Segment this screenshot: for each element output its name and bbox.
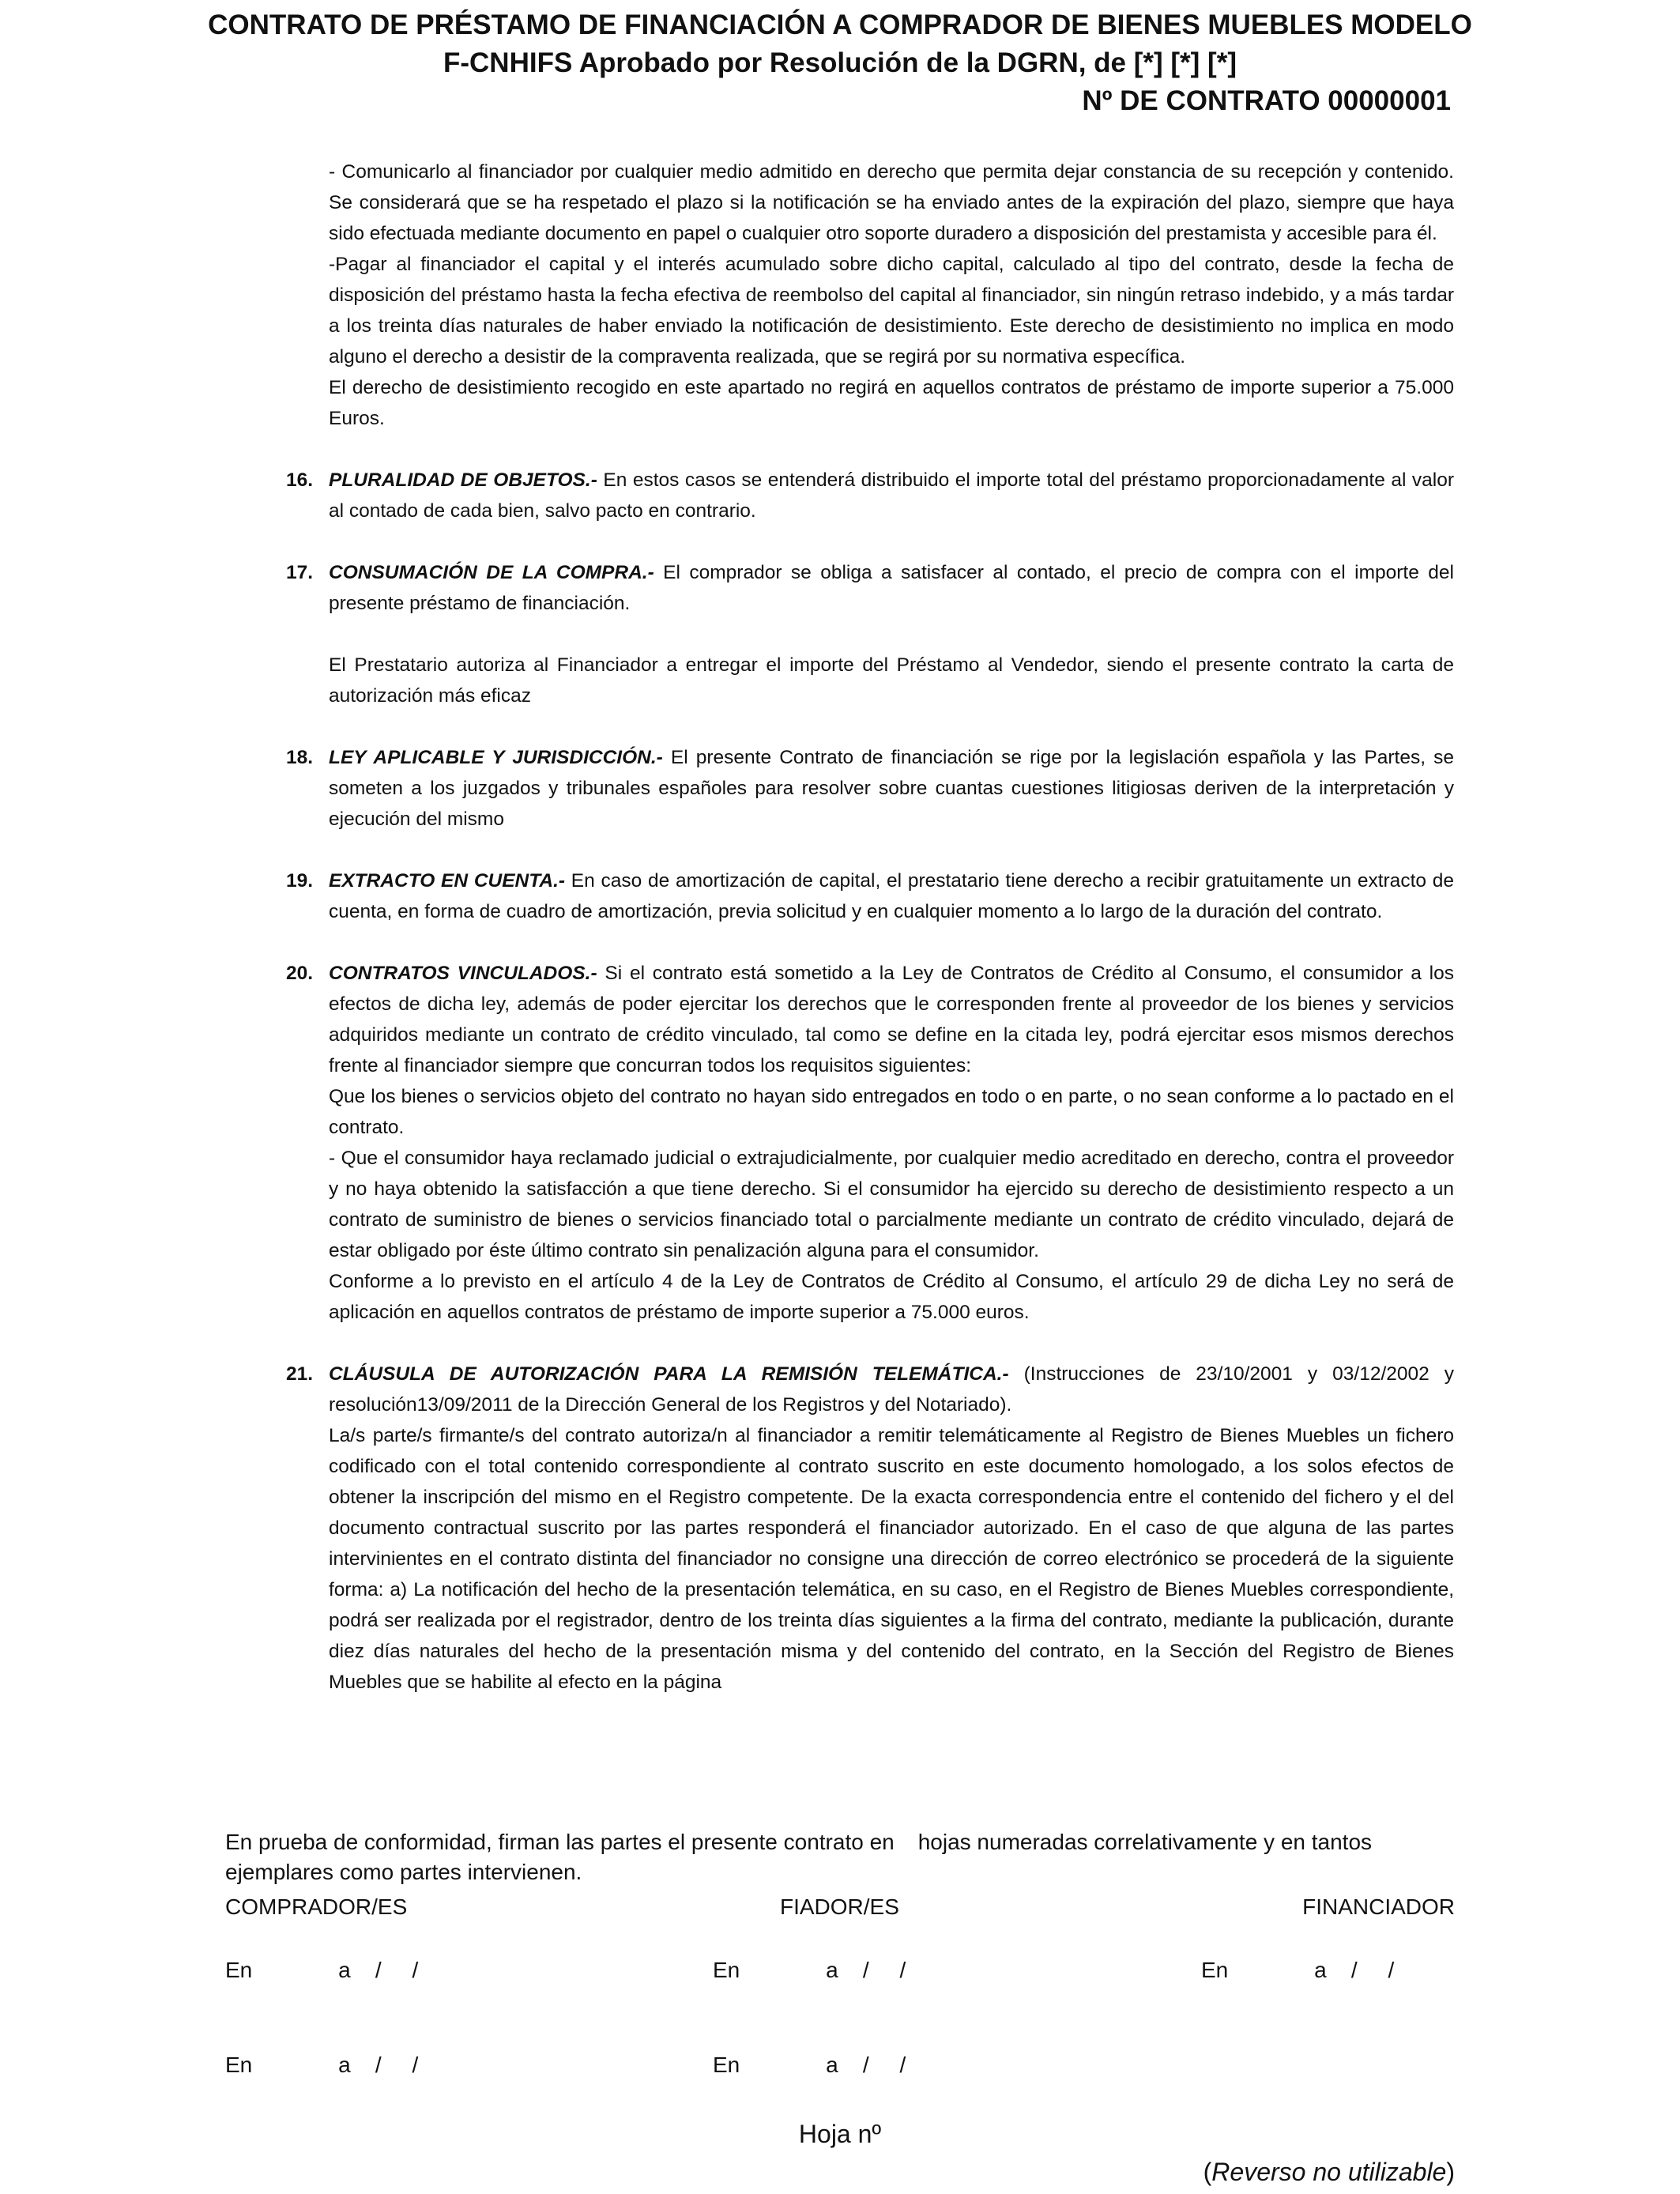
clause-17 bbox=[277, 557, 1454, 711]
title-line-1: CONTRATO DE PRÉSTAMO DE FINANCIACIÓN A COMPRADOR DE BIENES MUEBLES MODELO bbox=[208, 9, 1472, 40]
clause-text: Que los bienes o servicios objeto del contrato no hayan sido entregados en todo o en parte, o no sean conforme a lo pactado en el contrato. bbox=[329, 1086, 1454, 1138]
clause-title: CONSUMACIÓN DE LA COMPRA.- bbox=[329, 562, 654, 583]
clause-text: El presente Contrato de financiación se rige por la legislación española y las Partes, se someten a los juzgados y tribunales españoles para resolver sobre cuantas cuestiones litigiosas deriven de la interpretación y ejecución del mismo bbox=[329, 747, 1455, 830]
contract-number: Nº DE CONTRATO 00000001 bbox=[1082, 85, 1451, 116]
reverse-note: (Reverso no utilizable) bbox=[1203, 2158, 1455, 2186]
role-guarantor: FIADOR/ES bbox=[780, 1894, 899, 1919]
clause-title: PLURALIDAD DE OBJETOS.- bbox=[329, 469, 597, 491]
clause-number: 19. bbox=[285, 870, 313, 892]
document-header bbox=[0, 6, 1680, 116]
clause-number: 18. bbox=[285, 747, 313, 768]
clause-title: CONTRATOS VINCULADOS.- bbox=[329, 963, 597, 984]
contract-body bbox=[277, 156, 1454, 1698]
place-date-line: En a / / bbox=[225, 1958, 419, 1982]
clause-text: En estos casos se entenderá distribuido el importe total del préstamo proporcionadamente al valor al contado de cada bien, salvo pacto en contrario. bbox=[329, 469, 1454, 522]
clause-19 bbox=[277, 865, 1454, 927]
clause-number: 20. bbox=[285, 963, 313, 984]
place-date-line: En a / / bbox=[713, 2053, 906, 2077]
clause-text: Si el contrato está sometido a la Ley de Contratos de Crédito al Consumo, el consumidor a los efectos de dicha ley, además de poder ejercitar los derechos que le corresponden frente al proveedor de los bienes y servicios adquiridos mediante un contrato de crédito vinculado, tal como se define en la citada ley, podrá ejercitar esos mismos derechos frente al financiador siempre que concurran todos los requisitos siguientes: bbox=[329, 963, 1454, 1076]
paragraph: -Pagar al financiador el capital y el interés acumulado sobre dicho capital, calculado al tipo del contrato, desde la fecha de disposición del préstamo hasta la fecha efectiva de reembolso del capital al financiador, sin ningún retraso indebido, y a más tardar a los treinta días naturales de haber enviado la notificación de desistimiento. Este derecho de desistimiento no implica en modo alguno el derecho a desistir de la compraventa realizada, que se regirá por su normativa específica. bbox=[329, 254, 1454, 368]
clause-text: (Instrucciones de 23/10/2001 y 03/12/2002 y resolución13/09/2011 de la Dirección General de los Registros y del Notariado). bbox=[329, 1363, 1454, 1416]
clause-text: En caso de amortización de capital, el prestatario tiene derecho a recibir gratuitamente un extracto de cuenta, en forma de cuadro de amortización, previa solicitud y en cualquier momento a lo largo de la duración del contrato. bbox=[329, 870, 1454, 922]
clause-title: EXTRACTO EN CUENTA.- bbox=[329, 870, 566, 892]
signature-statement bbox=[225, 1827, 1454, 1887]
place-date-line: En a / / bbox=[1201, 1958, 1395, 1982]
clause-15-continuation bbox=[277, 156, 1454, 434]
paragraph: El derecho de desistimiento recogido en este apartado no regirá en aquellos contratos de préstamo de importe superior a 75.000 Euros. bbox=[329, 377, 1454, 429]
signature-text-b: hojas numeradas correlativamente y en tantos ejemplares como partes intervienen. bbox=[225, 1830, 1373, 1884]
signature-text-a: En prueba de conformidad, firman las partes el presente contrato en bbox=[225, 1830, 895, 1854]
clause-18 bbox=[277, 742, 1454, 835]
place-date-line: En a / / bbox=[713, 1958, 906, 1982]
title-line-2: F-CNHIFS Aprobado por Resolución de la DGRN, de [*] [*] [*] bbox=[443, 47, 1237, 78]
clause-21 bbox=[277, 1359, 1454, 1698]
clause-text: La/s parte/s firmante/s del contrato autoriza/n al financiador a remitir telemáticamente al Registro de Bienes Muebles un fichero codificado con el total contenido correspondiente al contrato suscrito en este documento homologado, a los solos efectos de obtener la inscripción del mismo en el Registro competente. De la exacta correspondencia entre el contenido del fichero y el del documento contractual suscrito por las partes responderá el financiador autorizado. En el caso de que alguna de las partes intervinientes en el contrato distinta del financiador no consigne una dirección de correo electrónico se procederá de la siguiente forma: a) La notificación del hecho de la presentación telemática, en su caso, en el Registro de Bienes Muebles correspondiente, podrá ser realizada por el registrador, dentro de los treinta días siguientes a la firma del contrato, mediante la publicación, durante diez días naturales del hecho de la presentación misma y del contenido del contrato, en la Sección del Registro de Bienes Muebles que se habilite al efecto en la página bbox=[329, 1425, 1454, 1693]
clause-number: 16. bbox=[285, 469, 313, 491]
role-buyer: COMPRADOR/ES bbox=[225, 1894, 408, 1919]
sheet-number: Hoja nº bbox=[798, 2120, 882, 2148]
clause-number: 17. bbox=[285, 562, 313, 583]
role-financier: FINANCIADOR bbox=[1302, 1894, 1455, 1919]
clause-title: CLÁUSULA DE AUTORIZACIÓN PARA LA REMISIÓN TELEMÁTICA.- bbox=[329, 1363, 1009, 1385]
paragraph: - Comunicarlo al financiador por cualquier medio admitido en derecho que permita dejar constancia de su recepción y contenido. Se considerará que se ha respetado el plazo si la notificación se ha enviado antes de la expiración del plazo, siempre que haya sido efectuada mediante documento en papel o cualquier otro soporte duradero a disposición del prestamista y accesible para él. bbox=[329, 161, 1454, 244]
clause-text: El comprador se obliga a satisfacer al contado, el precio de compra con el importe del presente préstamo de financiación. bbox=[329, 562, 1454, 614]
place-date-line: En a / / bbox=[225, 2053, 419, 2077]
clause-title: LEY APLICABLE Y JURISDICCIÓN.- bbox=[329, 747, 663, 768]
clause-20 bbox=[277, 958, 1454, 1328]
clause-number: 21. bbox=[285, 1363, 313, 1385]
clause-text: - Que el consumidor haya reclamado judicial o extrajudicialmente, por cualquier medio acreditado en derecho, contra el proveedor y no haya obtenido la satisfacción a que tiene derecho. Si el consumidor ha ejercido su derecho de desistimiento respecto a un contrato de suministro de bienes o servicios financiado total o parcialmente mediante un contrato de crédito vinculado, dejará de estar obligado por éste último contrato sin penalización alguna para el consumidor. bbox=[329, 1148, 1454, 1261]
clause-text: Conforme a lo previsto en el artículo 4 de la Ley de Contratos de Crédito al Consumo, el artículo 29 de dicha Ley no será de aplicación en aquellos contratos de préstamo de importe superior a 75.000 euros. bbox=[329, 1271, 1454, 1323]
clause-text: El Prestatario autoriza al Financiador a entregar el importe del Préstamo al Vendedor, siendo el presente contrato la carta de autorización más eficaz bbox=[329, 654, 1454, 707]
clause-16 bbox=[277, 465, 1454, 526]
